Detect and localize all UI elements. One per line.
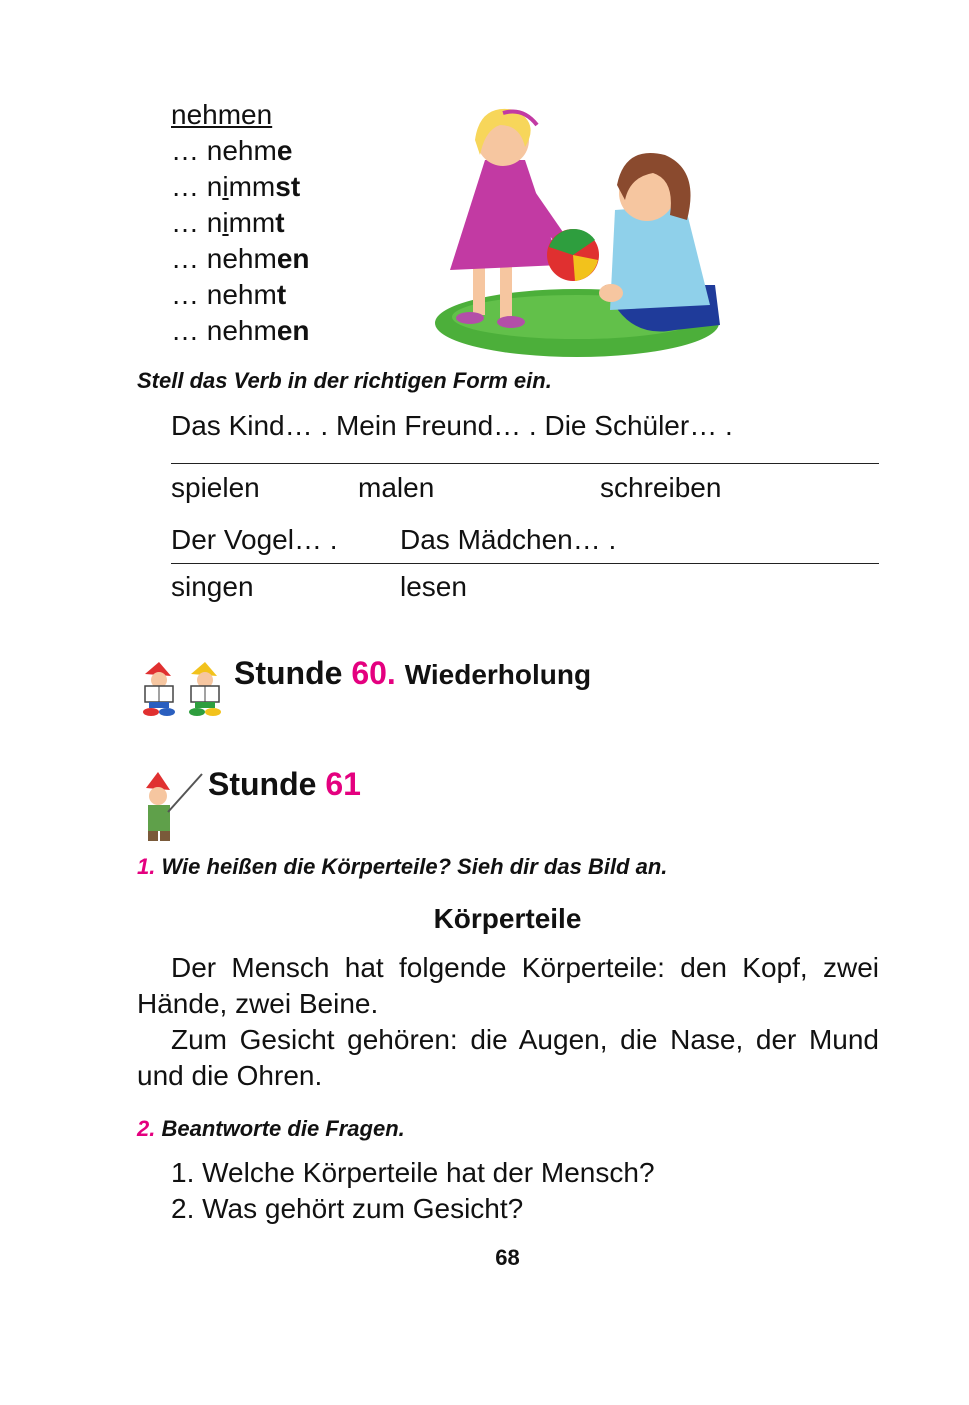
verb-option: lesen (400, 571, 467, 602)
infinitive: nehmen (171, 99, 273, 130)
task-2-instruction: 2. Beantworte die Fragen. (137, 1116, 405, 1141)
divider-line (171, 463, 879, 464)
verb-option: spielen (171, 472, 260, 503)
question-item: 1. Welche Körperteile hat der Mensch? (171, 1157, 655, 1188)
reading-paragraph-2: Zum Gesicht gehören: die Augen, die Nase, der Mund und die Ohren. (137, 1024, 879, 1091)
conj-row: … nehmen (171, 315, 310, 346)
conj-row: … nehme (171, 135, 293, 166)
sentence-item: Der Vogel… . (171, 524, 338, 555)
verb-option: schreiben (600, 472, 722, 503)
question-item: 2. Was gehört zum Gesicht? (171, 1193, 524, 1224)
conj-row: … nehmen (171, 243, 310, 274)
task-1-instruction: 1. Wie heißen die Körperteile? Sieh dir das Bild an. (137, 854, 668, 879)
sentence-item: Das Mädchen… . (400, 524, 617, 555)
exercise-instruction: Stell das Verb in der richtigen Form ein. (137, 368, 552, 393)
reading-title: Körperteile (433, 903, 582, 934)
reading-paragraph-1: Der Mensch hat folgende Körperteile: den Kopf, zwei Hände, zwei Beine. (137, 952, 879, 1019)
conjugation-block (171, 97, 310, 349)
children-ball-illustration (425, 85, 725, 360)
verb-option: singen (171, 571, 254, 602)
page-number: 68 (495, 1245, 520, 1270)
conj-row: … nehmt (171, 279, 287, 310)
gnome-pointer-icon (140, 770, 206, 845)
lesson-61-heading: Stunde 61 (208, 766, 361, 802)
conj-row: … nimmst (171, 171, 301, 202)
sentences-line-1: Das Kind… . Mein Freund… . Die Schüler… . (171, 410, 733, 441)
gnomes-reading-icon (137, 660, 232, 718)
verb-option: malen (358, 472, 435, 503)
divider-line (171, 563, 879, 564)
conj-row: … nimmt (171, 207, 285, 238)
lesson-60-heading: Stunde 60. Wiederholung (234, 655, 592, 691)
